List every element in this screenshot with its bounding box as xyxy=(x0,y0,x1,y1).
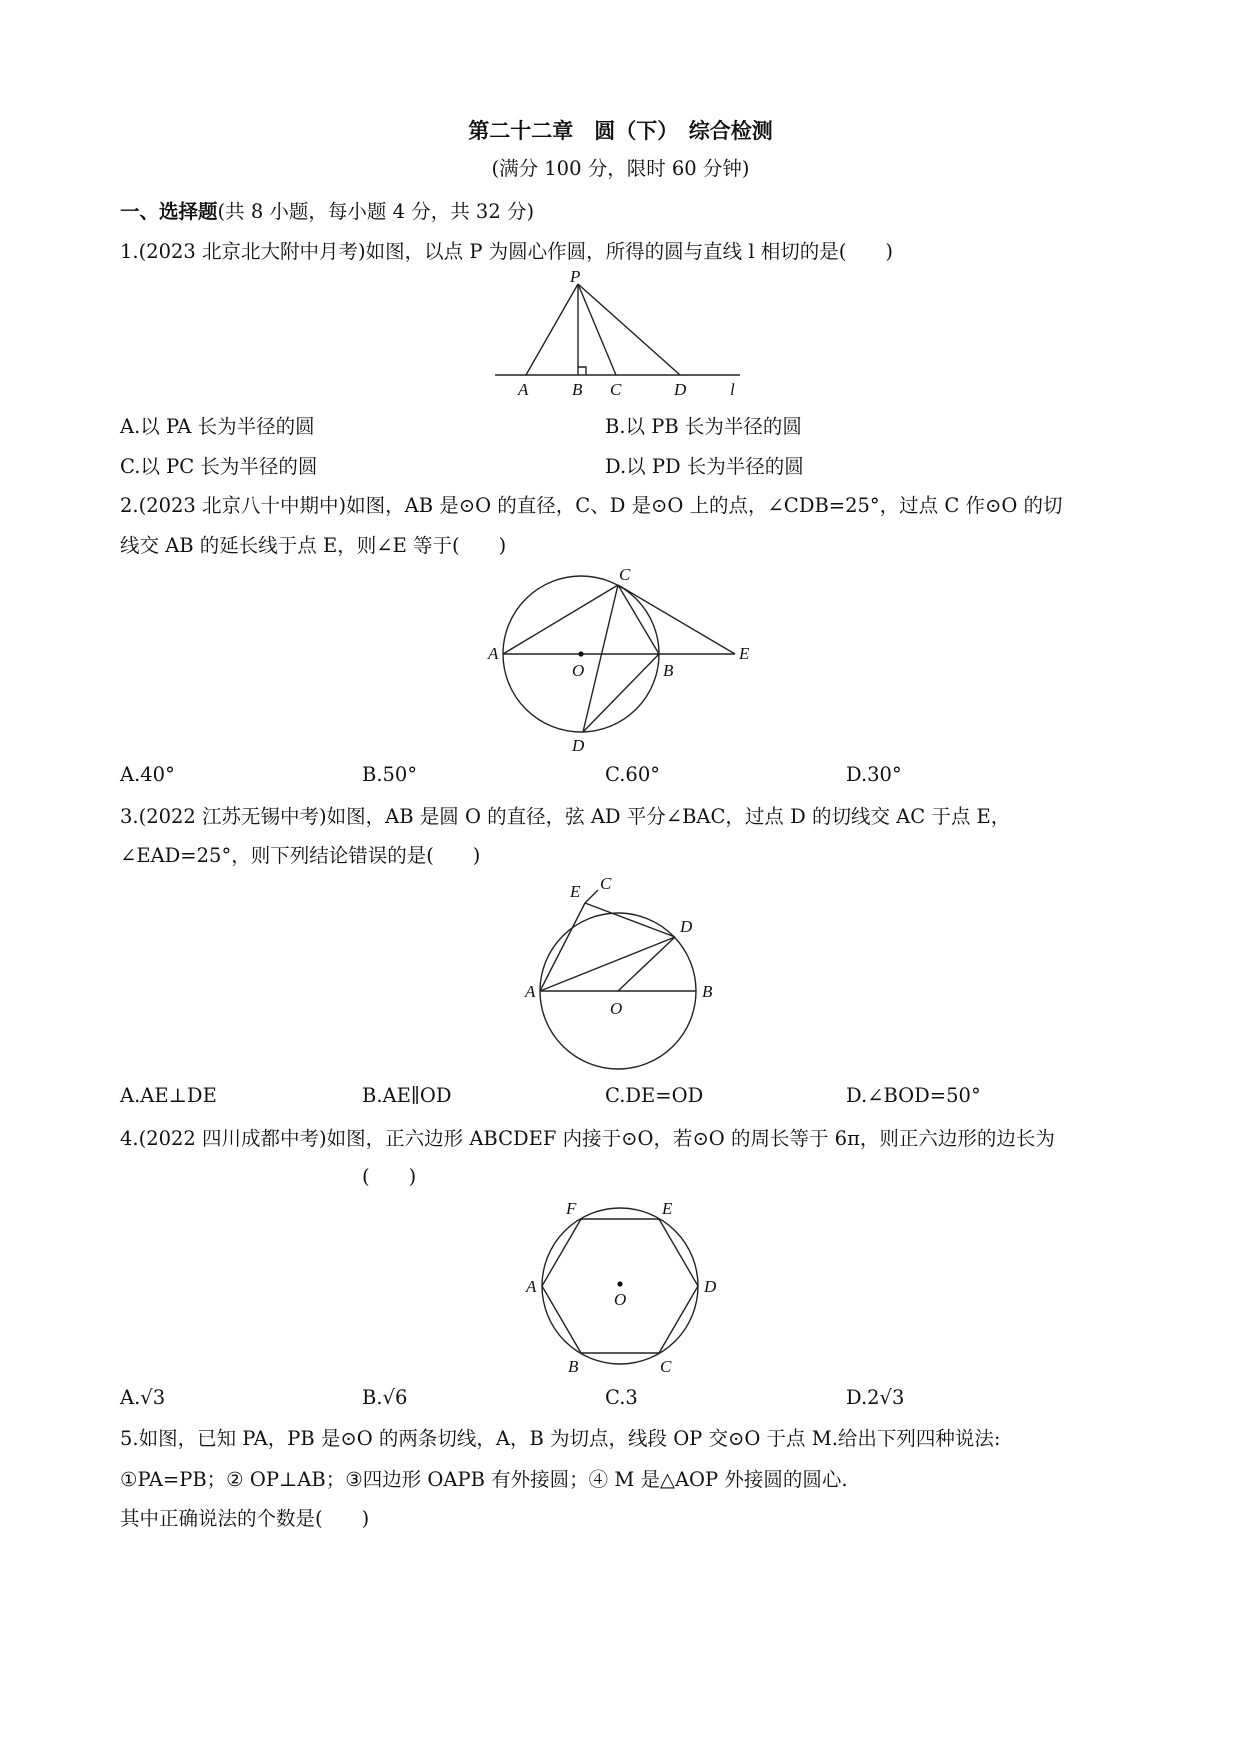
q5-stem: 5.如图，已知 PA，PB 是⊙O 的两条切线，A，B 为切点，线段 OP 交⊙O 于点 M.给出下列四种说法: xyxy=(120,1427,1001,1450)
q2-option-b: B.50° xyxy=(362,763,418,786)
q2-option-c: C.60° xyxy=(605,763,660,786)
segment-PC xyxy=(578,284,616,375)
q4-option-a: A.√3 xyxy=(120,1386,166,1409)
radius-OD xyxy=(618,937,675,991)
q3-option-d: D.∠BOD=50° xyxy=(846,1084,981,1107)
label-C: C xyxy=(619,565,631,584)
label-O: O xyxy=(610,999,623,1018)
label-C: C xyxy=(610,380,622,399)
segment-PD xyxy=(578,284,680,375)
label-O: O xyxy=(572,661,585,680)
label-E: E xyxy=(570,882,581,901)
label-A: A xyxy=(525,982,536,1001)
segment-AC xyxy=(503,585,618,654)
chord-AD xyxy=(540,937,675,991)
page-title: 第二十二章 圆（下） 综合检测 xyxy=(468,119,773,143)
q2-figure xyxy=(480,565,770,755)
label-l: l xyxy=(730,380,735,399)
center-O-dot xyxy=(578,651,583,656)
q3-option-b: B.AE∥OD xyxy=(362,1084,452,1107)
q3-stem-line2: ∠EAD=25°，则下列结论错误的是( ) xyxy=(120,844,481,867)
label-D: D xyxy=(704,1277,717,1296)
label-D: D xyxy=(572,736,585,755)
q4-stem-line2: ( ) xyxy=(362,1165,417,1188)
label-P: P xyxy=(570,270,581,286)
q5-statements: ①PA=PB；② OP⊥AB；③四边形 OAPB 有外接圆；④ M 是△AOP 外接圆的圆心. xyxy=(120,1468,848,1491)
segment-EC xyxy=(585,890,598,903)
q2-stem-line1: 2.(2023 北京八十中期中)如图，AB 是⊙O 的直径，C、D 是⊙O 上的点，∠CDB=25°，过点 C 作⊙O 的切 xyxy=(120,494,1063,517)
label-B: B xyxy=(702,982,713,1001)
q4-figure xyxy=(520,1195,730,1380)
q4-option-b: B.√6 xyxy=(362,1386,408,1409)
label-F: F xyxy=(566,1199,577,1218)
section-heading xyxy=(120,200,534,224)
label-A: A xyxy=(526,1277,537,1296)
label-A: A xyxy=(518,380,529,399)
section-note: (共 8 小题，每小题 4 分，共 32 分) xyxy=(217,200,535,223)
q1-option-a: A.以 PA 长为半径的圆 xyxy=(120,415,315,438)
segment-CD xyxy=(583,585,618,732)
q5-question: 其中正确说法的个数是( ) xyxy=(120,1507,370,1530)
q2-stem-line2: 线交 AB 的延长线于点 E，则∠E 等于( ) xyxy=(120,534,507,557)
center-O-dot xyxy=(617,1281,622,1286)
q1-stem: 1.(2023 北京北大附中月考)如图，以点 P 为圆心作圆，所得的圆与直线 l 相切的是( ) xyxy=(120,240,894,263)
label-D: D xyxy=(680,917,693,936)
label-A: A xyxy=(488,644,499,663)
q1-option-d: D.以 PD 长为半径的圆 xyxy=(605,455,804,478)
label-B: B xyxy=(568,1357,579,1376)
label-B: B xyxy=(572,380,583,399)
label-B: B xyxy=(663,661,674,680)
page-subtitle: (满分 100 分，限时 60 分钟) xyxy=(491,157,750,180)
q3-option-c: C.DE=OD xyxy=(605,1084,704,1107)
q4-stem-line1: 4.(2022 四川成都中考)如图，正六边形 ABCDEF 内接于⊙O，若⊙O 的周长等于 6π，则正六边形的边长为 xyxy=(120,1127,1055,1150)
segment-AE xyxy=(540,903,585,991)
label-C: C xyxy=(660,1357,672,1376)
label-D: D xyxy=(674,380,687,399)
q2-option-a: A.40° xyxy=(120,763,175,786)
right-angle-mark xyxy=(578,367,586,375)
q1-option-b: B.以 PB 长为半径的圆 xyxy=(605,415,802,438)
tangent-ED xyxy=(585,903,675,937)
q1-option-c: C.以 PC 长为半径的圆 xyxy=(120,455,318,478)
section-title: 一、选择题 xyxy=(120,200,218,223)
label-E: E xyxy=(662,1199,673,1218)
q4-option-d: D.2√3 xyxy=(846,1386,905,1409)
q3-stem-line1: 3.(2022 江苏无锡中考)如图，AB 是圆 O 的直径，弦 AD 平分∠BAC，过点 D 的切线交 AC 于点 E， xyxy=(120,805,1011,828)
q1-figure xyxy=(490,270,750,400)
label-O: O xyxy=(614,1290,627,1309)
q4-option-c: C.3 xyxy=(605,1386,638,1409)
segment-CB xyxy=(618,585,659,654)
q3-option-a: A.AE⊥DE xyxy=(120,1084,217,1107)
label-E: E xyxy=(739,644,750,663)
q3-figure xyxy=(520,875,730,1075)
segment-PA xyxy=(526,284,578,375)
label-C: C xyxy=(600,875,612,893)
q2-option-d: D.30° xyxy=(846,763,902,786)
tangent-CE xyxy=(618,585,735,654)
